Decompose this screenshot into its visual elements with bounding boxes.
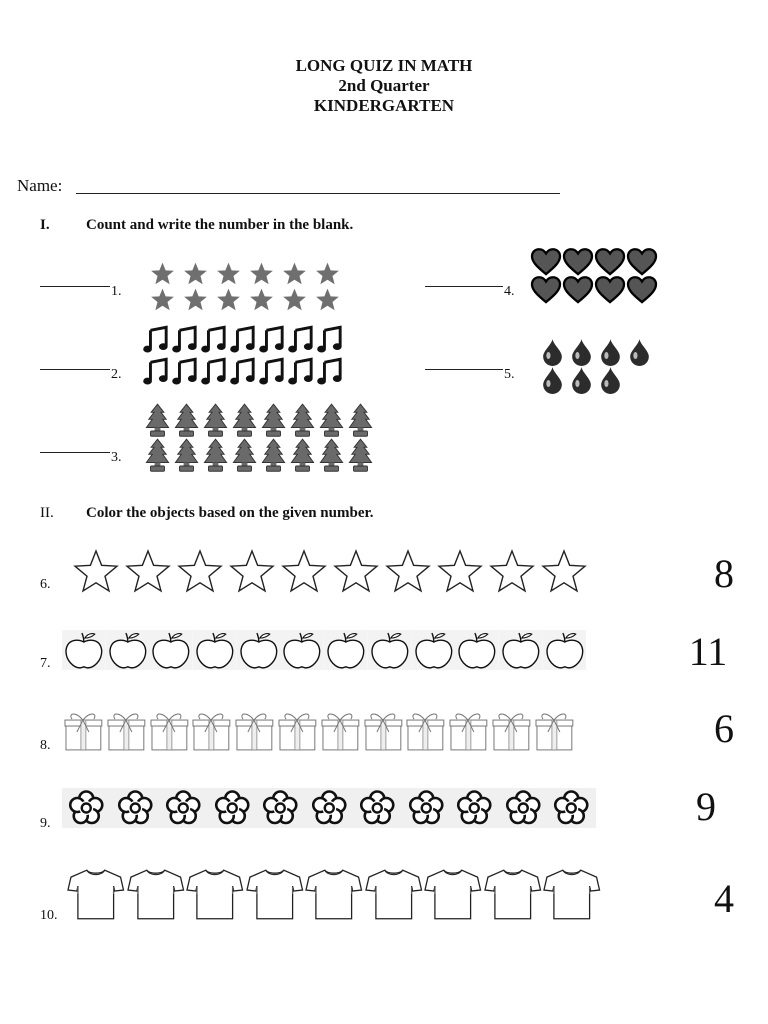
tree-icon xyxy=(317,438,346,473)
gift-icon[interactable] xyxy=(490,710,533,752)
tree-icon xyxy=(317,403,346,438)
icon-row xyxy=(142,356,345,388)
star-icon xyxy=(311,261,344,287)
icon-row xyxy=(146,261,344,287)
music-note-icon xyxy=(316,356,345,388)
gift-icon[interactable] xyxy=(105,710,148,752)
answer-blank-4[interactable] xyxy=(425,286,503,287)
answer-blank-3[interactable] xyxy=(40,452,110,453)
music-note-icon xyxy=(258,356,287,388)
icon-row xyxy=(146,287,344,313)
star-outline-icon[interactable] xyxy=(122,549,174,593)
item-label-1: 1. xyxy=(111,284,122,299)
part1-instruction: Count and write the number in the blank. xyxy=(86,217,354,233)
apple-icon[interactable] xyxy=(193,630,237,670)
flower-icon[interactable] xyxy=(62,788,111,828)
gift-icon[interactable] xyxy=(190,710,233,752)
star-icon xyxy=(179,261,212,287)
item-label-6: 6. xyxy=(40,577,51,592)
part2-numeral: II. xyxy=(40,505,54,521)
flower-strip[interactable] xyxy=(62,788,596,828)
gift-icon[interactable] xyxy=(319,710,362,752)
music-note-icon xyxy=(316,324,345,356)
grade-level: KINDERGARTEN xyxy=(313,96,455,115)
star-outline-icon[interactable] xyxy=(382,549,434,593)
tree-icon xyxy=(346,438,375,473)
star-outline-icon[interactable] xyxy=(486,549,538,593)
drop-icon xyxy=(567,338,596,366)
flower-icon[interactable] xyxy=(353,788,402,828)
star-icon xyxy=(278,261,311,287)
tree-icon xyxy=(230,438,259,473)
part2-instruction: Color the objects based on the given number. xyxy=(86,505,374,521)
tree-icon xyxy=(172,403,201,438)
tree-icon xyxy=(259,403,288,438)
tree-icon xyxy=(201,438,230,473)
item-label-2: 2. xyxy=(111,367,122,382)
item-label-8: 8. xyxy=(40,738,51,753)
star-icon xyxy=(146,261,179,287)
tshirt-strip[interactable] xyxy=(66,866,602,922)
music-note-icon xyxy=(229,356,258,388)
drop-icon xyxy=(625,338,654,366)
music-note-icon xyxy=(171,324,200,356)
tshirt-icon[interactable] xyxy=(66,866,126,922)
heart-icon xyxy=(626,276,658,304)
heart-icon xyxy=(530,276,562,304)
icon-row xyxy=(143,438,375,473)
tree-icon xyxy=(201,403,230,438)
apple-icon[interactable] xyxy=(324,630,368,670)
tshirt-icon[interactable] xyxy=(542,866,602,922)
quiz-title: LONG QUIZ IN MATH xyxy=(295,56,473,75)
gift-icon[interactable] xyxy=(447,710,490,752)
heart-icon xyxy=(626,248,658,276)
icon-row xyxy=(143,403,375,438)
gift-strip[interactable] xyxy=(62,710,576,752)
name-label: Name: xyxy=(17,176,63,195)
item-label-10: 10. xyxy=(40,908,58,923)
gift-icon[interactable] xyxy=(148,710,191,752)
gift-icon[interactable] xyxy=(404,710,447,752)
star-icon xyxy=(179,287,212,313)
apple-icon[interactable] xyxy=(543,630,587,670)
music-note-icon xyxy=(171,356,200,388)
gift-icon[interactable] xyxy=(362,710,405,752)
tree-icon xyxy=(172,438,201,473)
flower-icon[interactable] xyxy=(256,788,305,828)
target-number-6: 8 xyxy=(714,551,734,596)
star-outline-icon[interactable] xyxy=(70,549,122,593)
tshirt-icon[interactable] xyxy=(185,866,245,922)
answer-blank-2[interactable] xyxy=(40,369,110,370)
star-icon xyxy=(146,287,179,313)
gift-icon[interactable] xyxy=(62,710,105,752)
part1-numeral: I. xyxy=(40,217,50,233)
star-icon xyxy=(278,287,311,313)
flower-icon[interactable] xyxy=(450,788,499,828)
apple-icon[interactable] xyxy=(455,630,499,670)
icon-row xyxy=(530,248,658,276)
target-number-9: 9 xyxy=(696,784,716,829)
heart-icon xyxy=(562,248,594,276)
flower-icon[interactable] xyxy=(499,788,548,828)
icon-row xyxy=(538,366,654,394)
star-icon xyxy=(212,287,245,313)
target-number-8: 6 xyxy=(714,706,734,751)
star-icon xyxy=(245,261,278,287)
music-note-icon xyxy=(229,324,258,356)
star-icon xyxy=(245,287,278,313)
star-outline-icon[interactable] xyxy=(174,549,226,593)
star-icon xyxy=(212,261,245,287)
answer-blank-1[interactable] xyxy=(40,286,110,287)
heart-icon xyxy=(530,248,562,276)
tree-icon xyxy=(143,438,172,473)
tshirt-icon[interactable] xyxy=(245,866,305,922)
apple-icon[interactable] xyxy=(106,630,150,670)
item-label-4: 4. xyxy=(504,284,515,299)
apple-icon[interactable] xyxy=(499,630,543,670)
star-outline-icon[interactable] xyxy=(330,549,382,593)
flower-icon[interactable] xyxy=(402,788,451,828)
flower-icon[interactable] xyxy=(208,788,257,828)
target-number-7: 11 xyxy=(688,629,728,674)
drop-icon xyxy=(596,338,625,366)
star-outline-icon[interactable] xyxy=(226,549,278,593)
heart-icon xyxy=(594,248,626,276)
drops-group xyxy=(538,338,654,394)
drop-icon xyxy=(538,366,567,394)
flower-icon[interactable] xyxy=(111,788,160,828)
tshirt-icon[interactable] xyxy=(364,866,424,922)
trees-group xyxy=(143,403,375,473)
drop-icon xyxy=(596,366,625,394)
gift-icon[interactable] xyxy=(276,710,319,752)
star-outline-icon[interactable] xyxy=(434,549,486,593)
hearts-group xyxy=(530,248,658,304)
tshirt-icon[interactable] xyxy=(483,866,543,922)
tree-icon xyxy=(230,403,259,438)
flower-icon[interactable] xyxy=(305,788,354,828)
flower-icon[interactable] xyxy=(159,788,208,828)
heart-icon xyxy=(594,276,626,304)
tree-icon xyxy=(259,438,288,473)
quarter-subtitle: 2nd Quarter xyxy=(338,76,430,95)
icon-row xyxy=(538,338,654,366)
apple-icon[interactable] xyxy=(62,630,106,670)
music-note-icon xyxy=(258,324,287,356)
drop-icon xyxy=(567,366,596,394)
drop-icon xyxy=(538,338,567,366)
tshirt-icon[interactable] xyxy=(304,866,364,922)
tshirt-icon[interactable] xyxy=(423,866,483,922)
answer-blank-5[interactable] xyxy=(425,369,503,370)
star-outline-icon[interactable] xyxy=(538,549,590,593)
stars-group xyxy=(146,261,344,313)
item-label-3: 3. xyxy=(111,450,122,465)
apple-icon[interactable] xyxy=(280,630,324,670)
tree-icon xyxy=(288,403,317,438)
heart-icon xyxy=(562,276,594,304)
apple-strip[interactable] xyxy=(62,630,586,670)
music-notes-group xyxy=(142,324,345,388)
name-blank[interactable] xyxy=(76,193,560,194)
music-note-icon xyxy=(142,324,171,356)
item-label-9: 9. xyxy=(40,816,51,831)
icon-row xyxy=(530,276,658,304)
star-outline-strip[interactable] xyxy=(70,549,590,593)
star-icon xyxy=(311,287,344,313)
music-note-icon xyxy=(200,324,229,356)
apple-icon[interactable] xyxy=(149,630,193,670)
apple-icon[interactable] xyxy=(368,630,412,670)
icon-row xyxy=(142,324,345,356)
tree-icon xyxy=(288,438,317,473)
apple-icon[interactable] xyxy=(412,630,456,670)
tree-icon xyxy=(143,403,172,438)
tshirt-icon[interactable] xyxy=(126,866,186,922)
target-number-10: 4 xyxy=(714,876,734,921)
music-note-icon xyxy=(200,356,229,388)
flower-icon[interactable] xyxy=(547,788,596,828)
music-note-icon xyxy=(142,356,171,388)
star-outline-icon[interactable] xyxy=(278,549,330,593)
music-note-icon xyxy=(287,324,316,356)
gift-icon[interactable] xyxy=(233,710,276,752)
tree-icon xyxy=(346,403,375,438)
music-note-icon xyxy=(287,356,316,388)
apple-icon[interactable] xyxy=(237,630,281,670)
item-label-5: 5. xyxy=(504,367,515,382)
item-label-7: 7. xyxy=(40,656,51,671)
gift-icon[interactable] xyxy=(533,710,576,752)
